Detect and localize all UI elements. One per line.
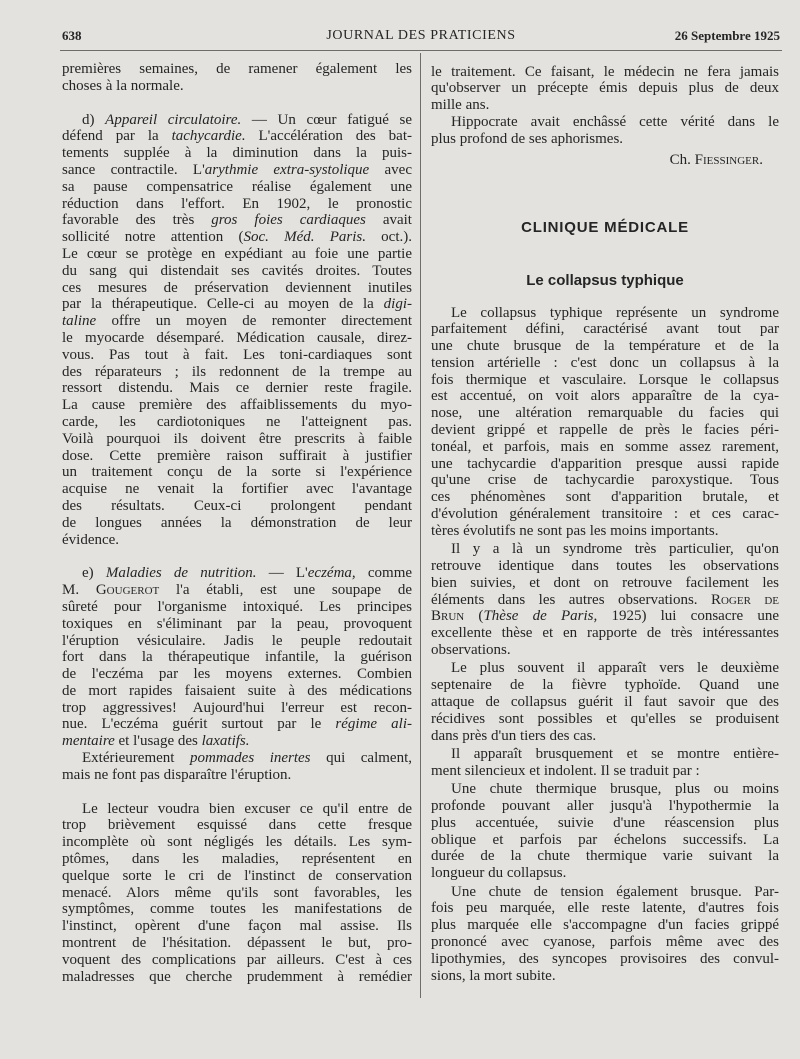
italic-text: Thèse de Paris, xyxy=(483,608,598,625)
text-line: Le plus souvent il apparaît vers le deuxième xyxy=(451,660,779,677)
signature xyxy=(431,152,779,169)
text-line: Voilà pourquoi ils doivent être prescrits à faible xyxy=(62,430,412,447)
text-run: ( xyxy=(464,608,484,625)
text-line: des résultats. Ceux-ci prolongent pendant xyxy=(62,497,412,514)
text-line: excellente thèse et en rapporte de très intéressantes xyxy=(431,625,779,642)
text-line: tension artérielle : c'est donc un collapsus à la xyxy=(431,354,779,371)
paragraph-continued xyxy=(62,61,412,95)
paragraph-tension-drop xyxy=(431,884,779,985)
paragraph-external-treatment xyxy=(62,750,412,784)
text-line: le myocarde désemparé. Médication causale, direz- xyxy=(62,329,412,346)
text-line: l'éruption vésiculaire. Jadis le peuple redoutait xyxy=(62,632,412,649)
text-line xyxy=(62,582,412,599)
text-line: Il apparaît brusquement et se montre entière- xyxy=(451,746,779,762)
left-column xyxy=(62,61,412,985)
text-line: parfaitement défini, caractérisé avant tout par xyxy=(431,321,779,338)
italic-text: Maladies de nutrition. xyxy=(105,565,257,582)
text-line: menacé. Alors même qu'ils sont favorables, les xyxy=(62,884,412,901)
column-rule xyxy=(420,53,421,998)
paragraph-abrupt xyxy=(431,746,779,780)
text-line: Le collapsus typhique représente un syndrome xyxy=(451,304,779,321)
paragraph-conclusion-continued xyxy=(431,64,779,114)
text-line: fort dans la thérapeutique infantile, la guérison xyxy=(62,649,412,666)
text-line: Le lecteur voudra bien excuser ce qu'il entre de xyxy=(82,800,412,817)
text-line xyxy=(62,296,412,313)
text-run: l'a établi, est une soupape de xyxy=(159,582,412,599)
text-line: toxiques en s'éliminant par la peau, provoquent xyxy=(62,615,412,632)
text-line: dose. Cette première raison suffirait à justifier xyxy=(62,447,412,464)
text-line xyxy=(62,112,412,129)
italic-text: Appareil circulatoire. xyxy=(105,111,242,128)
text-line: qu'observer un précepte émis depuis plus de deux xyxy=(431,80,779,97)
text-line: Une chute thermique brusque, plus ou moins xyxy=(451,781,779,798)
italic-text: régime ali- xyxy=(335,716,412,733)
text-line: ment silencieux et indolent. Il se traduit par : xyxy=(431,762,700,779)
text-line: carde, les cardiotoniques ne l'atteignent pas. xyxy=(62,413,412,430)
italic-text: Soc. Méd. Paris. xyxy=(243,229,366,246)
text-line: attaque de collapsus guérit il faut savoir que des xyxy=(431,694,779,711)
text-line: ces mesures de préservation deviennent inutiles xyxy=(62,279,412,296)
text-line: plus accentuée, suivie d'une réascension plus xyxy=(431,814,779,831)
text-run: — L' xyxy=(256,565,308,582)
text-line: maladresses que cherche prudemment à remédier xyxy=(62,968,412,985)
text-line: tonéal, et parfois, mais en somme assez rarement, xyxy=(431,438,779,455)
text-line: montrent de l'hésitation. dépassent le but, pro- xyxy=(62,935,412,952)
text-line: ces phénomènes sont d'apparition brutale, et xyxy=(431,489,779,506)
text-line: premières semaines, de ramener également les xyxy=(62,61,412,77)
text-line: Hippocrate avait enchâssé cette vérité dans le xyxy=(451,113,779,130)
text-line: devient grippé et rappelle de près le facies péri- xyxy=(431,422,779,439)
text-line: sûreté pour l'organisme intoxiqué. Les principes xyxy=(62,598,412,615)
text-line: bien suivies, et dont on retrouve facilement les xyxy=(431,574,779,591)
text-line: l'instinct, opèrent d'une façon mal assise. Ils xyxy=(62,918,412,935)
text-line: fois thermique et vasculaire. Lorsque le collapsus xyxy=(431,371,779,388)
text-line: une chute brusque de la température et de la xyxy=(431,338,779,355)
text-line xyxy=(62,313,412,330)
italic-text: taline xyxy=(62,313,97,330)
text-line: nose, une altération remarquable du facies qui xyxy=(431,405,779,422)
text-run: nue. L'eczéma guérit surtout par le xyxy=(62,716,336,733)
italic-text: laxatifs. xyxy=(201,733,250,750)
text-run: sollicité notre attention ( xyxy=(62,229,244,246)
text-line: septenaire de la fièvre typhoïde. Quand une xyxy=(431,677,779,694)
text-line: ressort distendu. Mais ce dernier reste fragile. xyxy=(62,380,412,397)
right-column-top xyxy=(431,64,779,170)
journal-title: JOURNAL DES PRATICIENS xyxy=(326,28,516,43)
paragraph-definition xyxy=(431,305,779,540)
italic-text: tachycardie. xyxy=(171,128,246,145)
text-line: Le cœur se protège en expédiant au foie une partie xyxy=(62,245,412,262)
italic-text: pommades inertes xyxy=(190,750,311,767)
text-run: offre un moyen de remonter directement xyxy=(96,313,412,330)
text-line: longueur du collapsus. xyxy=(431,865,567,882)
text-line: plus profond de ses aphorismes. xyxy=(431,130,624,147)
text-run: M. xyxy=(62,582,96,599)
text-line xyxy=(431,592,779,609)
text-run: favorable des très xyxy=(62,212,212,229)
text-line: quelque sorte le cri de l'instinct de conservation xyxy=(62,867,412,884)
italic-text: eczéma, xyxy=(307,565,356,582)
text-line: sa pause compensatrice réalise également une xyxy=(62,178,412,195)
small-caps-text: Roger de xyxy=(710,591,779,608)
article-body xyxy=(431,305,779,985)
text-run: défend par la xyxy=(62,128,172,145)
text-line xyxy=(62,565,412,582)
text-run: avait xyxy=(365,212,412,229)
text-line: récidives sont possibles et qu'elles se produisent xyxy=(431,710,779,727)
text-line: symptômes, comme toutes les manifestations de xyxy=(62,901,412,918)
text-run: sance contractile. L' xyxy=(62,161,205,178)
text-line: profonde pouvant aller jusqu'à l'hypothermie la xyxy=(431,797,779,814)
text-line xyxy=(62,128,412,145)
text-line: du sang qui distendait ses cavités droites. Toutes xyxy=(62,262,412,279)
text-line: le traitement. Ce faisant, le médecin ne fera jamais xyxy=(431,63,779,80)
text-line: prononcé avec cyanose, parfois même avec des xyxy=(431,933,779,950)
text-line: tements supplée à la diminution dans la puis- xyxy=(62,145,412,162)
text-line: vous. Pas tout à fait. Les toni-cardiaques sont xyxy=(62,346,412,363)
text-line: plus marquée elle s'accompagne d'un facies grippé xyxy=(431,917,779,934)
text-line: dans près d'un tiers des cas. xyxy=(431,727,597,744)
italic-text: digi- xyxy=(383,296,412,313)
text-run: qui calment, xyxy=(310,750,412,767)
text-line: Une chute de tension également brusque. Par- xyxy=(451,883,779,900)
text-line xyxy=(62,162,412,179)
text-line: lipothymies, des syncopes provisoires des convul- xyxy=(431,950,779,967)
text-line: est accentué, on voit alors apparaître de la cya- xyxy=(431,388,779,405)
text-line: La cause première des affaiblissements du myo- xyxy=(62,397,412,414)
text-line: acquise ne venait la fortifier avec l'avantage xyxy=(62,481,412,498)
text-line: retrouve identique dans toutes les observations xyxy=(431,558,779,575)
text-line: une tachycardie d'apparition presque aussi rapide xyxy=(431,455,779,472)
text-line: sions, la mort subite. xyxy=(431,967,556,984)
text-line: des réparateurs ; ils redonnent de la trempe au xyxy=(62,363,412,380)
italic-text: gros foies cardiaques xyxy=(211,212,366,229)
text-line: trop aggressives! Aujourd'hui l'erreur est recon- xyxy=(62,699,412,716)
text-line xyxy=(62,229,412,246)
text-line: réduction dans l'effort. En 1902, le pronostic xyxy=(62,195,412,212)
text-run: éléments dans les autres observations. xyxy=(431,591,711,608)
text-run: d) xyxy=(82,111,106,128)
small-caps-text: Fiessinger. xyxy=(694,152,763,169)
paragraph-thermal-drop xyxy=(431,781,779,882)
text-line: mais ne font pas disparaître l'éruption. xyxy=(62,766,292,783)
paragraph-circulatory xyxy=(62,112,412,549)
text-line: mille ans. xyxy=(431,97,490,114)
text-line xyxy=(62,716,412,733)
text-run: avec xyxy=(369,161,412,178)
text-line xyxy=(62,733,412,750)
text-line: incomplète où sont négligés les détails. Les sym- xyxy=(62,834,412,851)
text-run: Ch. xyxy=(669,152,695,169)
text-run: L'accélération des bat- xyxy=(245,128,412,145)
paragraph-hippocrate xyxy=(431,114,779,148)
header-rule xyxy=(60,50,782,51)
text-line: fois peu marquée, elle reste latente, d'autres fois xyxy=(431,900,779,917)
text-line: oblique et parfois par échelons successifs. La xyxy=(431,831,779,848)
text-run: e) xyxy=(82,565,106,582)
page-number: 638 xyxy=(62,28,82,43)
text-line: d'évolution généralement transitoire : et ces carac- xyxy=(431,506,779,523)
paragraph-nutrition xyxy=(62,565,412,750)
text-run: oct.). xyxy=(365,229,412,246)
text-line: de l'eczéma par les moyens externes. Combien xyxy=(62,666,412,683)
text-line: de longues années la démonstration de leur xyxy=(62,514,412,531)
text-line: de mort rapides faisaient suite à des médications xyxy=(62,682,412,699)
text-line xyxy=(431,152,779,169)
text-line: Il y a là un syndrome très particulier, qu'on xyxy=(451,541,779,558)
paragraph-onset xyxy=(431,660,779,744)
article-title: Le collapsus typhique xyxy=(526,272,684,289)
small-caps-text: Brun xyxy=(431,608,465,625)
text-line: observations. xyxy=(431,642,511,659)
text-line: choses à la normale. xyxy=(62,77,184,94)
italic-text: mentaire xyxy=(62,733,115,750)
paragraph-conclusion xyxy=(62,801,412,986)
text-line: trop brièvement esquissé dans cette fresque xyxy=(62,817,412,834)
text-run: 1925) lui consacre une xyxy=(597,608,779,625)
text-line: durée de la chute thermique varie suivant la xyxy=(431,848,779,865)
issue-date: 26 Septembre 1925 xyxy=(674,28,780,43)
section-heading: CLINIQUE MÉDICALE xyxy=(521,219,689,236)
text-run: par la thérapeutique. Celle-ci au moyen de la xyxy=(62,296,384,313)
text-run: Extérieurement xyxy=(82,750,190,767)
text-line: un traitement conçu de la sorte si l'expérience xyxy=(62,464,412,481)
text-line: voquent des complications par ailleurs. C'est à ces xyxy=(62,951,412,968)
text-run: — Un cœur fatigué se xyxy=(241,111,413,128)
text-line xyxy=(431,608,779,625)
text-line: ptômes, dans les maladies, représentent en xyxy=(62,851,412,868)
text-run: comme xyxy=(355,565,413,582)
text-line: tères évolutifs ne sont pas les moins importants. xyxy=(431,522,719,539)
small-caps-text: Gougerot xyxy=(95,582,160,599)
italic-text: arythmie extra-systolique xyxy=(204,161,370,178)
text-line xyxy=(62,212,412,229)
text-line xyxy=(62,750,412,767)
text-run: et l'usage des xyxy=(114,733,202,750)
text-line: qu'une crise de tachycardie paroxystique. Tous xyxy=(431,472,779,489)
paragraph-syndrome xyxy=(431,541,779,659)
text-line: évidence. xyxy=(62,531,120,548)
